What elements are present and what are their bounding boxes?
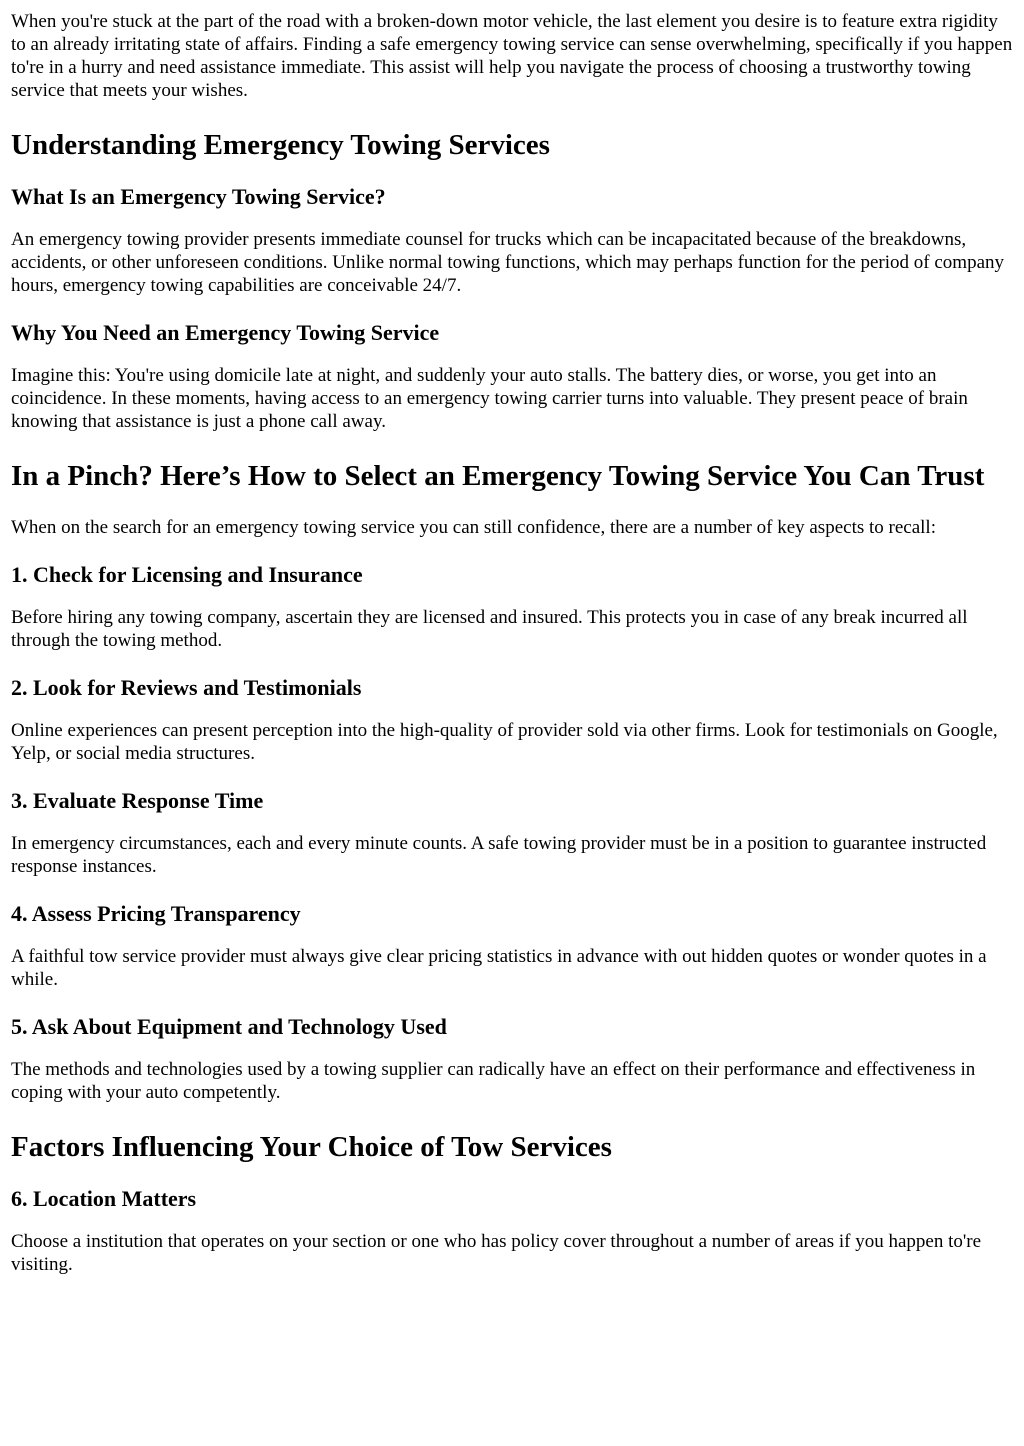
- paragraph-select-intro: When on the search for an emergency towing service you can still confidence, there are a number of key aspects to recall:: [11, 517, 936, 538]
- paragraph-licensing: Before hiring any towing company, ascertain they are licensed and insured. This protects you in case of any break incurred all through the towing method.: [11, 607, 968, 651]
- subheading-response-time: 3. Evaluate Response Time: [11, 788, 264, 813]
- subheading-reviews: 2. Look for Reviews and Testimonials: [11, 675, 362, 700]
- paragraph-response-time: In emergency circumstances, each and every minute counts. A safe towing provider must be in a position to guarantee instructed response instances.: [11, 833, 987, 877]
- paragraph-what-is: An emergency towing provider presents immediate counsel for trucks which can be incapacitated because of the breakdowns, accidents, or other unforeseen conditions. Unlike normal towing functions, which may perhaps function for the period of company hours, emergency towing capabilities are conceivable 24/7.: [11, 229, 1005, 296]
- paragraph-location: Choose a institution that operates on your section or one who has policy cover throughout a number of areas if you happen to're visiting.: [11, 1231, 982, 1275]
- intro-paragraph: When you're stuck at the part of the road with a broken-down motor vehicle, the last element you desire is to feature extra rigidity to an already irritating state of affairs. Finding a safe emergency towing service can sense overwhelming, specifically if you happen to're in a hurry and need assistance immediate. This assist will help you navigate the process of choosing a trustworthy towing service that meets your wishes.: [11, 11, 1013, 101]
- paragraph-pricing: A faithful tow service provider must always give clear pricing statistics in advance with out hidden quotes or wonder quotes in a while.: [11, 946, 987, 990]
- subheading-what-is: What Is an Emergency Towing Service?: [11, 184, 386, 209]
- paragraph-equipment: The methods and technologies used by a towing supplier can radically have an effect on their performance and effectiveness in coping with your auto competently.: [11, 1059, 976, 1103]
- subheading-location: 6. Location Matters: [11, 1186, 197, 1211]
- subheading-pricing: 4. Assess Pricing Transparency: [11, 901, 301, 926]
- section-heading-select: In a Pinch? Here’s How to Select an Emergency Towing Service You Can Trust: [11, 460, 985, 492]
- section-heading-factors: Factors Influencing Your Choice of Tow Services: [11, 1131, 612, 1163]
- section-heading-understanding: Understanding Emergency Towing Services: [11, 129, 550, 161]
- paragraph-why-need: Imagine this: You're using domicile late at night, and suddenly your auto stalls. The battery dies, or worse, you get into an coincidence. In these moments, having access to an emergency towing carrier turns into valuable. They present peace of brain knowing that assistance is just a phone call away.: [11, 365, 968, 432]
- paragraph-reviews: Online experiences can present perception into the high-quality of provider sold via other firms. Look for testimonials on Google, Yelp, or social media structures.: [11, 720, 998, 764]
- subheading-equipment: 5. Ask About Equipment and Technology Used: [11, 1014, 447, 1039]
- subheading-why-need: Why You Need an Emergency Towing Service: [11, 320, 440, 345]
- subheading-licensing: 1. Check for Licensing and Insurance: [11, 562, 363, 587]
